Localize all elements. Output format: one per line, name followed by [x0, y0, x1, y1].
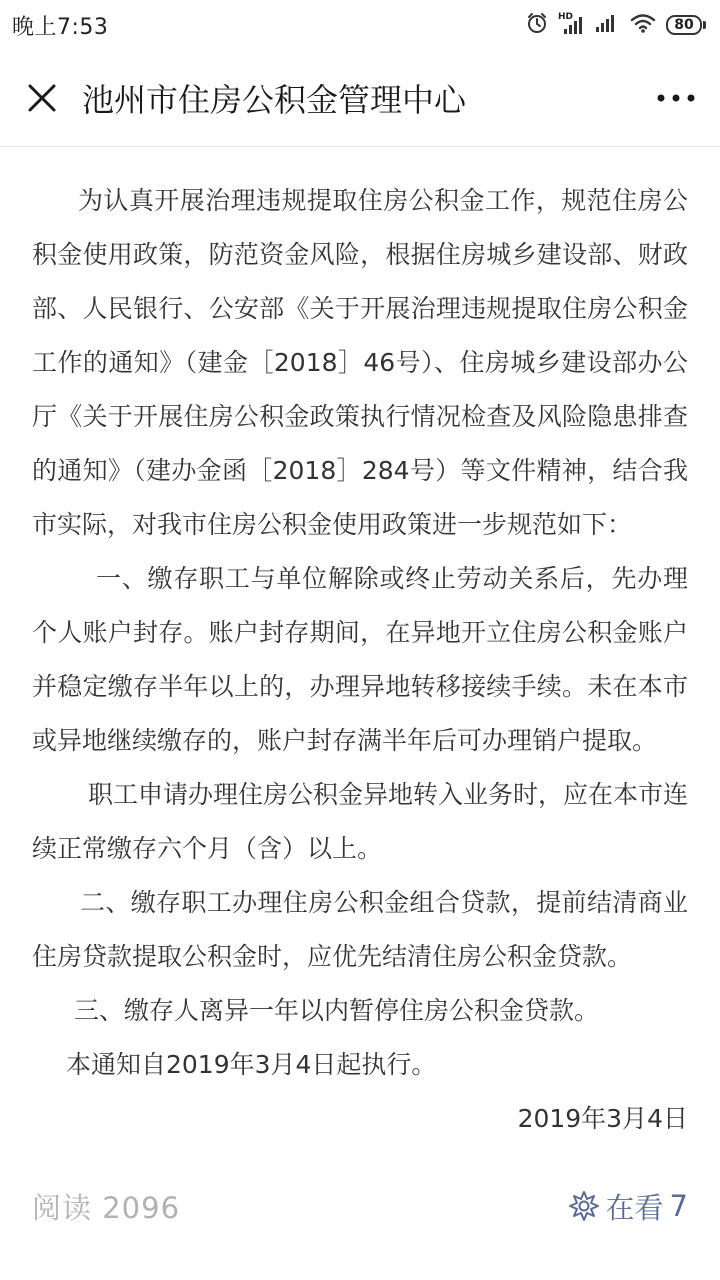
hd-label: HD: [558, 12, 574, 22]
more-button[interactable]: [652, 78, 700, 118]
article-footer: [32, 1182, 688, 1230]
more-icon: [656, 93, 696, 103]
battery-level: 80: [666, 15, 702, 35]
article-paragraph: 为认真开展治理违规提取住房公积金工作，规范住房公积金使用政策，防范资金风险，根据住房城乡建设部、财政部、人民银行、公安部《关于开展治理违规提取住房公积金工作的通知》（建金［2018］46号）、住房城乡建设部办公厅《关于开展住房公积金政策执行情况检查及风险隐患排查的通知》（建办金函［2018］284号）等文件精神，结合我市实际，对我市住房公积金使用政策进一步规范如下：: [32, 186, 688, 539]
page-title: 池州市住房公积金管理中心: [82, 81, 467, 119]
wifi-icon: [630, 12, 656, 38]
wow-button[interactable]: [568, 1186, 688, 1227]
alarm-icon: [526, 12, 548, 38]
wow-icon: [568, 1190, 600, 1222]
article-paragraph: 职工申请办理住房公积金异地转入业务时，应在本市连续正常缴存六个月（含）以上。: [32, 780, 689, 863]
read-number: 2096: [102, 1190, 181, 1225]
hd-signal-icon: [558, 14, 584, 36]
wow-count: 7: [669, 1189, 688, 1223]
close-icon: [27, 83, 57, 113]
article-paragraph: 一、缴存职工与单位解除或终止劳动关系后，先办理个人账户封存。账户封存期间，在异地开立住房公积金账户并稳定缴存半年以上的，办理异地转移接续手续。未在本市或异地继续缴存的，账户封存满半年后可办理销户提取。: [32, 564, 688, 755]
article-paragraph: 二、缴存职工办理住房公积金组合贷款，提前结清商业住房贷款提取公积金时，应优先结清住房公积金贷款。: [32, 888, 688, 971]
wow-label: 在看: [605, 1190, 664, 1225]
nav-divider: [0, 146, 720, 147]
status-icons: [526, 12, 706, 38]
article-paragraph: 三、缴存人离异一年以内暂停住房公积金贷款。: [74, 996, 600, 1025]
read-label: 阅读: [32, 1190, 93, 1225]
battery-icon: [666, 15, 706, 35]
article-date: 2019年3月4日: [517, 1104, 688, 1133]
article-paragraph: 本通知自2019年3月4日起执行。: [66, 1050, 437, 1079]
read-count: [32, 1186, 180, 1227]
article-body: [32, 174, 688, 1146]
close-button[interactable]: [22, 78, 62, 118]
nav-bar: [0, 50, 720, 146]
signal-icon: [594, 12, 620, 38]
status-time: 晚上7:53: [12, 14, 109, 40]
status-bar: [0, 0, 720, 50]
